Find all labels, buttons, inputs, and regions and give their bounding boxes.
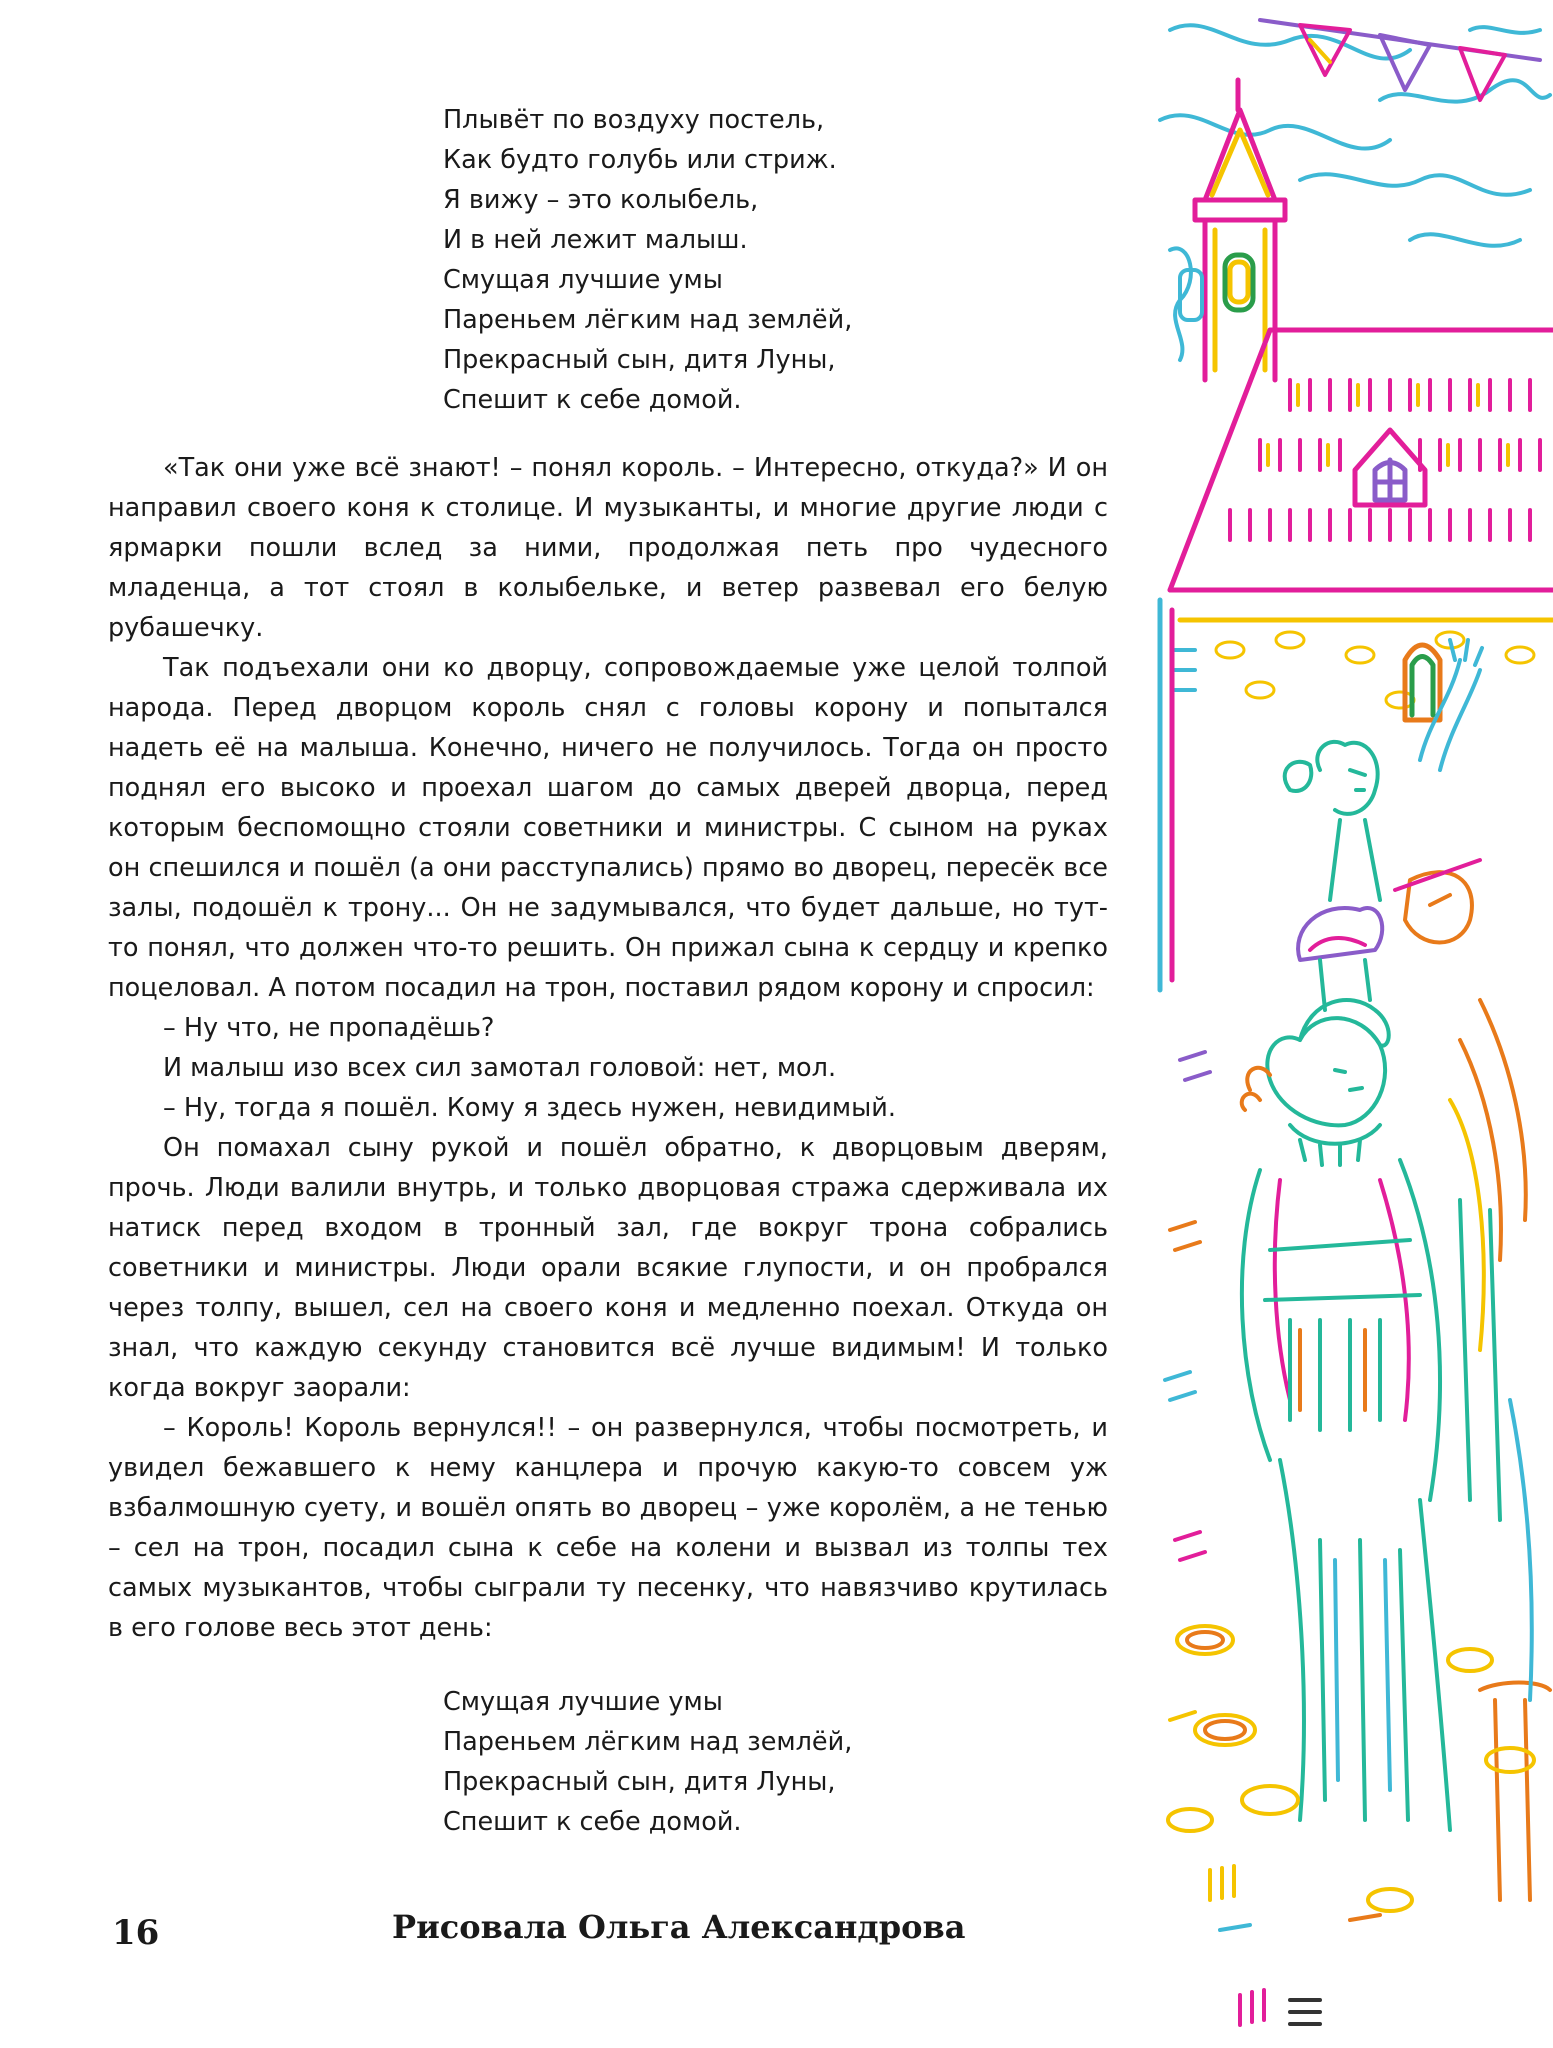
page-number: 16 bbox=[112, 1913, 160, 1953]
paragraph: – Ну, тогда я пошёл. Кому я здесь нужен, невидимый. bbox=[163, 1093, 896, 1123]
poem-line: Плывёт по воздуху постель, bbox=[443, 105, 825, 135]
poem-line: Смущая лучшие умы bbox=[443, 265, 723, 295]
prose-body bbox=[108, 448, 1108, 1648]
poem-line: Пареньем лёгким над землёй, bbox=[443, 305, 853, 335]
poem-line: И в ней лежит малыш. bbox=[443, 225, 748, 255]
text-column bbox=[108, 100, 1108, 1842]
illustration-castle-crowd bbox=[1150, 0, 1553, 2048]
poem-line: Спешит к себе домой. bbox=[443, 385, 742, 415]
paragraph: Так подъехали они ко дворцу, сопровождаемые уже целой толпой народа. Перед дворцом король снял с головы корону и попытался надеть её на малыша. Конечно, ничего не получилось. Тогда он просто поднял его высоко и проехал шагом до самых дверей дворца, перед которым беспомощно стояли советники и министры. С сыном на руках он спешился и пошёл (а они расступались) прямо во дворец, пересёк все залы, подошёл к трону... Он не задумывался, что будет дальше, но тут-то понял, что должен что-то решить. Он прижал сына к сердцу и крепко поцеловал. А потом посадил на трон, поставил рядом корону и спросил: bbox=[108, 653, 1108, 1003]
poem-line: Прекрасный сын, дитя Луны, bbox=[443, 345, 836, 375]
illustrator-credit: Рисовала Ольга Александрова bbox=[392, 1908, 966, 1946]
poem-line: Смущая лучшие умы bbox=[443, 1687, 723, 1717]
paragraph: – Король! Король вернулся!! – он развернулся, чтобы посмотреть, и увидел бежавшего к нему канцлера и прочую какую-то совсем уж взбалмошную суету, и вошёл опять во дворец – уже королём, а не тенью – сел на трон, посадил сына к себе на колени и вызвал из толпы тех самых музыкантов, чтобы сыграли ту песенку, что навязчиво крутилась в его голове весь этот день: bbox=[108, 1413, 1108, 1643]
bunting bbox=[1260, 20, 1540, 100]
paragraph: «Так они уже всё знают! – понял король. – Интересно, откуда?» И он направил своего коня к столице. И музыканты, и многие другие люди с ярмарки пошли вслед за ними, продолжая петь про чудесного младенца, а тот стоял в колыбельке, и ветер развевал его белую рубашечку. bbox=[108, 453, 1108, 643]
poem-line: Я вижу – это колыбель, bbox=[443, 185, 759, 215]
poem-line: Прекрасный сын, дитя Луны, bbox=[443, 1767, 836, 1797]
tower bbox=[1195, 80, 1285, 380]
crowd-figures bbox=[1242, 640, 1550, 1900]
house bbox=[1160, 330, 1553, 990]
poem-line: Спешит к себе домой. bbox=[443, 1807, 742, 1837]
poem-line: Пареньем лёгким над землёй, bbox=[443, 1727, 853, 1757]
paragraph: – Ну что, не пропадёшь? bbox=[163, 1013, 495, 1043]
poem-stanza-1 bbox=[443, 100, 1108, 420]
poem-line: Как будто голубь или стриж. bbox=[443, 145, 837, 175]
paragraph: Он помахал сыну рукой и пошёл обратно, к дворцовым дверям, прочь. Люди валили внутрь, и только дворцовая стража сдерживала их натиск перед входом в тронный зал, где вокруг трона собрались советники и министры. Люди орали всякие глупости, и он пробрался через толпу, вышел, сел на своего коня и медленно поехал. Откуда он знал, что каждую секунду становится всё лучше видимым! И только когда вокруг заорали: bbox=[108, 1133, 1108, 1403]
decor-dashes bbox=[1165, 1052, 1380, 2025]
poem-stanza-2 bbox=[443, 1682, 1108, 1842]
paragraph: И малыш изо всех сил замотал головой: нет, мол. bbox=[163, 1053, 837, 1083]
